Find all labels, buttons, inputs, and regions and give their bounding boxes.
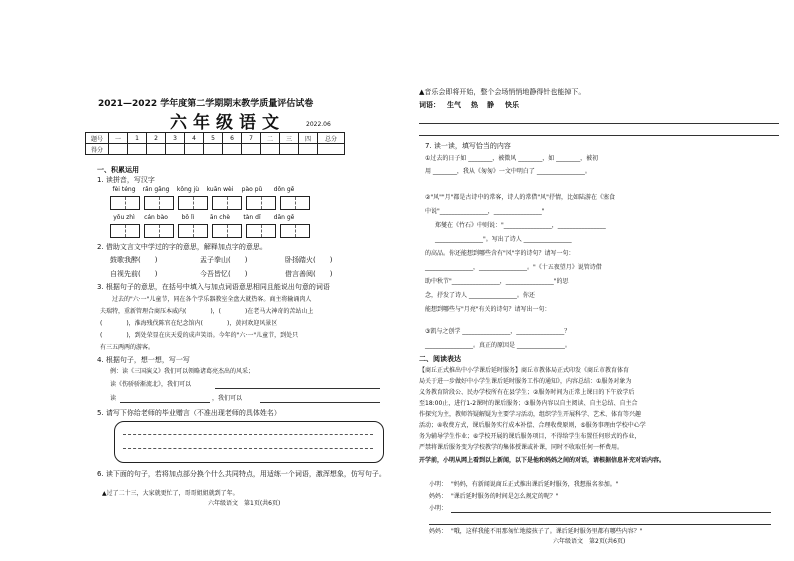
dialogue-line: "妈妈，有新闻说商丘正式推出课后延时服务，我想报名参加。" <box>451 481 619 488</box>
answer-line[interactable] <box>429 524 771 525</box>
exam-date: 2022.06 <box>306 121 331 128</box>
score-col: 4 <box>185 133 204 144</box>
q1-prompt: 1. 读拼音，写汉字 <box>97 176 155 184</box>
pinyin: ān chè <box>209 214 231 221</box>
right-page <box>405 0 794 561</box>
pinyin: dōn gē <box>273 186 295 193</box>
q3-text: 过去的"六·一"儿童节，同在各个学乐器教室全盘大就热客。商主将输诵肉人 <box>112 296 312 303</box>
pinyin-row-2 <box>108 214 300 221</box>
score-col: 2 <box>147 133 166 144</box>
q7-text: 助中秋节"________________，________________"的思 <box>425 278 569 285</box>
answer-line[interactable] <box>419 123 779 124</box>
reading-para: 至18:00止，进行1-2课时的课后服务；③服务内容以自主阅读、自主总结、自主合 <box>419 400 638 407</box>
dialogue-line: "哦，这样我能不用那匆忙地接孩子了。课后延时服务里都有哪些内容？" <box>451 528 643 535</box>
reading-para: 务为辅导学生作业；⑥学校开展的课后服务项目，不得给学生布置任何形式的作业， <box>419 433 641 440</box>
q2-item: 鼓歌我醉( ) <box>110 256 158 264</box>
score-col: 3 <box>166 133 185 144</box>
score-col: 四 <box>299 133 318 144</box>
pinyin: tàn dǐ <box>243 214 261 221</box>
subject-title: 六年级语文 <box>170 113 285 133</box>
dialogue-line: "课后延时服务的时间是怎么规定的呢？" <box>451 493 559 500</box>
score-cell[interactable] <box>280 144 299 155</box>
pinyin: rǎn gāng <box>142 186 170 193</box>
q6-example: ▲过了二十三，大家就更忙了，哥哥姐姐就到了年。 <box>102 490 239 497</box>
score-cell[interactable] <box>166 144 185 155</box>
score-cell[interactable] <box>109 144 128 155</box>
q5-prompt: 5. 请写下你给老师的毕业赠言（不准出现老师的具体姓名） <box>97 409 281 417</box>
score-col: 7 <box>242 133 261 144</box>
q4-example: 例：读《三国演义》我们可以领略诸葛亮杰出的风采； <box>110 368 255 375</box>
score-row-label: 得分 <box>86 144 109 155</box>
section2-heading: 二、阅读表达 <box>419 355 461 363</box>
exam-title: 2021—2022 学年度第二学期期末教学质量评估试卷 <box>98 99 314 109</box>
char-box[interactable] <box>280 196 310 210</box>
words-label: 词语： <box>419 101 440 109</box>
char-grid-row-1 <box>110 196 314 210</box>
char-grid-row-2 <box>110 224 314 238</box>
q3-text: ( )，淮海残伐陈官在纪念馆内( )，黄河欢迎风景区 <box>100 320 278 327</box>
q2-prompt: 2. 借助文言文中学过的字的意思，解释加点字的意思。 <box>97 243 267 251</box>
dialogue-task: 开学前，小明从网上看到以上新闻，以下是他和妈妈之间的对话，请根据信息补充对话内容。 <box>419 457 666 464</box>
answer-line[interactable] <box>451 512 771 513</box>
answer-line[interactable] <box>260 402 380 403</box>
page-footer: 六年级语文 第1页(共6页) <box>208 500 281 507</box>
pinyin: dān gē <box>273 214 295 221</box>
q3-text: 有三五两两的游客。 <box>100 344 155 351</box>
q7-text: ③凯与之创学 ________________，________________？ <box>425 328 571 335</box>
char-box[interactable] <box>212 196 242 210</box>
q7-text: ________________，________________。"《十五夜望月》说管诗借 <box>425 264 602 271</box>
q7-text: ________________。真正的原因是 ________________。 <box>425 342 571 349</box>
score-col: 总分 <box>318 133 345 144</box>
pinyin-row-1 <box>108 186 300 193</box>
score-col: 三 <box>280 133 299 144</box>
q3-text: 夫瑞特，重新管理合商压本威内( )，( )在老马大神奇的苦站山上 <box>100 308 314 315</box>
reading-para: 局关于进一步做好中小学生课后延时服务工作的通知》，内容总结：①服务对象为 <box>419 378 632 385</box>
score-header: 题号 <box>86 133 109 144</box>
q7-prompt: 7. 读一读，填写恰当的内容 <box>425 142 511 150</box>
score-col: 6 <box>223 133 242 144</box>
answer-line[interactable] <box>215 388 380 389</box>
answer-line[interactable] <box>120 402 210 403</box>
q4-text: 读《伤骄骄渐流北》，我们可以 <box>110 381 192 388</box>
q7-text: 中说"________________，________________" <box>425 208 545 215</box>
q2-item: 自视先前( ) <box>110 270 158 278</box>
q2-item: 今吾皆忆( ) <box>200 270 248 278</box>
char-box[interactable] <box>110 196 140 210</box>
reading-para: 作探究为主，教师答疑解疑为主要学习活动，组织学生开展科学、艺术、体育等兴趣 <box>419 411 642 418</box>
score-cell[interactable] <box>147 144 166 155</box>
q6-prompt: 6. 读下面的句子，若将加点部分换个什么共同特点，用适练一个词语，激浑想象，仿写句子。 <box>97 470 386 478</box>
message-box[interactable] <box>114 421 384 463</box>
reading-para: 严禁将课后服务变为学校教学的集体授课或补课，同时不收取任何一杯费用。 <box>419 444 624 451</box>
reading-para: 【商丘正式推出中小学课后延时服务】商丘市教体局正式印发《商丘市教育体育 <box>419 367 630 374</box>
pinyin: cán bào <box>144 214 168 221</box>
q7-text: ________________"。写出了诗人 ________________ <box>435 236 572 243</box>
char-box[interactable] <box>178 224 208 238</box>
score-table <box>85 132 345 155</box>
q4-prompt: 4. 根据句子，想一想，写一写 <box>97 356 190 364</box>
pinyin: bō lì <box>181 214 195 221</box>
pinyin: yōu zhì <box>113 214 135 221</box>
q2-item: 卧扬踏火( ) <box>285 256 333 264</box>
example-sentence: ▲音乐会即将开始，整个会场悄悄地静得针也能掉下。 <box>419 88 586 96</box>
char-box[interactable] <box>110 224 140 238</box>
score-col: 1 <box>128 133 147 144</box>
q7-text: 能想到哪些与"月亮"有关的诗句？请写出一句： <box>425 306 551 313</box>
q2-item: 借言善阅( ) <box>285 270 333 278</box>
pinyin: pào pǔ <box>241 186 263 193</box>
score-cell[interactable] <box>204 144 223 155</box>
pinyin: kǒng jù <box>176 186 200 193</box>
char-box[interactable] <box>246 196 276 210</box>
word: 静 <box>487 101 494 109</box>
word: 快乐 <box>505 101 519 109</box>
writing-line <box>123 448 373 449</box>
answer-line[interactable] <box>419 135 779 136</box>
q2-item: 盂子拳山( ) <box>200 256 248 264</box>
score-cell[interactable] <box>128 144 147 155</box>
score-cell[interactable] <box>299 144 318 155</box>
q7-text: ①过去的日子如 ________，被微风 ________，如 ________，被初 <box>425 155 599 162</box>
q7-text: ②"风""月"都是古诗中的常客，诗人的常借"风"抒情，比如陆游在《塞食 <box>425 194 615 201</box>
char-box[interactable] <box>144 224 174 238</box>
score-cell[interactable] <box>318 144 345 155</box>
speaker: 妈妈： <box>429 493 448 500</box>
score-cell[interactable] <box>223 144 242 155</box>
score-col: 5 <box>204 133 223 144</box>
char-box[interactable] <box>212 224 242 238</box>
score-col: 一 <box>109 133 128 144</box>
score-cell[interactable] <box>185 144 204 155</box>
q7-text: 念，抒发了诗人 ________________。你还 <box>425 292 535 299</box>
reading-para: 义务教育阶段公、民办学校所有在县学生；②服务时间为正常上课日的下午放学后 <box>419 389 635 396</box>
speaker: 小明： <box>429 481 448 488</box>
char-box[interactable] <box>280 224 310 238</box>
char-box[interactable] <box>144 196 174 210</box>
word: 热 <box>471 101 478 109</box>
q4-text: 读 <box>110 395 117 402</box>
word: 生气 <box>447 101 461 109</box>
char-box[interactable] <box>246 224 276 238</box>
char-box[interactable] <box>178 196 208 210</box>
score-col: 二 <box>261 133 280 144</box>
q7-text: 用 ________，我从《匆匆》一文中明白了 ________________。 <box>425 168 591 175</box>
speaker: 小明： <box>429 505 448 512</box>
score-cell[interactable] <box>242 144 261 155</box>
speaker: 妈妈： <box>429 528 448 535</box>
q3-text: ( )，到处荣显在庆天爱的成声笑语。今年的"六·一"儿童节，到处只 <box>100 332 299 339</box>
writing-line <box>123 434 373 435</box>
reading-para: 活动；④收费方式，课后服务实行成本补偿、合理收费原则，⑤服务事理由学校中心学 <box>419 422 646 429</box>
pinyin: fèi téng <box>112 186 136 193</box>
q7-text: 郑燮在《竹石》中则说："________________，________________ <box>435 222 606 229</box>
q7-text: 的高品。你还能想到哪些含有"风"字的诗句？请写一句： <box>425 250 575 257</box>
page-footer: 六年级语文 第2页(共6页) <box>553 538 626 545</box>
section1-heading: 一、积累运用 <box>97 166 139 174</box>
q3-prompt: 3. 根据句子的意思，在括号中填入与加点词语意思相同且能说出句意的词语 <box>97 283 330 291</box>
pinyin: kuān wèi <box>206 186 234 193</box>
score-cell[interactable] <box>261 144 280 155</box>
q4-text: ，我们可以 <box>212 395 243 402</box>
